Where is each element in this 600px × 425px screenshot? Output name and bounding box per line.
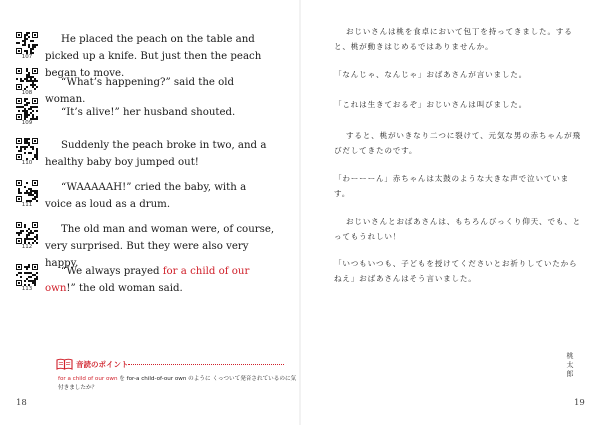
page-gutter: [299, 0, 301, 425]
page-number-right: 19: [574, 398, 585, 408]
english-paragraph: The old man and woman were, of course, very surprised. But they were also very happy.: [45, 224, 275, 269]
track-number: 112: [21, 244, 33, 250]
tip-title: 音読のポイント: [76, 360, 129, 369]
english-paragraph: [45, 263, 275, 297]
japanese-paragraph: 「わーーーん」赤ちゃんは太鼓のような大きな声で泣いています。: [334, 174, 570, 198]
track-number: 110: [21, 160, 33, 166]
qr-code-icon[interactable]: [16, 222, 38, 244]
vertical-book-title: [564, 352, 576, 379]
tip-text: を for-a child-of-our own のように くっついて発音されているのに気付きましたか？: [58, 376, 297, 391]
english-paragraph: He placed the peach on the table and picked up a knife. But just then the peach began to move.: [45, 34, 262, 79]
japanese-paragraph: すると、桃がいきなり二つに裂けて、元気な男の赤ちゃんが飛びだしてきたのです。: [334, 131, 581, 155]
japanese-paragraph: 「これは生きておるぞ」おじいさんは叫びました。: [334, 100, 528, 109]
english-paragraph: “WAAAAAH!” cried the baby, with a voice as loud as a drum.: [45, 182, 247, 210]
open-book-icon: [56, 358, 73, 370]
track-number: 113: [21, 286, 33, 292]
right-page: [300, 0, 600, 425]
vertical-title-char: 桃: [566, 352, 574, 360]
qr-code-icon[interactable]: [16, 98, 38, 120]
text-after: !” the old woman said.: [66, 283, 183, 294]
tip-highlight: for a child of our own: [58, 376, 118, 382]
japanese-paragraph: おじいさんは桃を食卓において包丁を持ってきました。すると、桃が動きはじめるではありませんか。: [334, 27, 573, 51]
english-paragraph: “It’s alive!” her husband shouted.: [61, 107, 236, 118]
tip-divider: [128, 364, 284, 365]
qr-code-icon[interactable]: [16, 180, 38, 202]
qr-code-icon[interactable]: [16, 68, 38, 90]
qr-code-icon[interactable]: [16, 264, 38, 286]
japanese-paragraph: 「なんじゃ、なんじゃ」おばあさんが言いました。: [334, 70, 528, 79]
highlighted-phrase: for a child of our own: [45, 266, 250, 294]
japanese-paragraph: おじいさんとおばあさんは、もちろんびっくり仰天、でも、とってもうれしい！: [334, 217, 582, 241]
page-number-left: 18: [16, 398, 27, 408]
track-number: 107: [21, 54, 33, 60]
track-number: 109: [21, 120, 33, 126]
text-before: “We always prayed: [61, 266, 163, 277]
qr-code-icon[interactable]: [16, 138, 38, 160]
track-number: 111: [21, 202, 33, 208]
vertical-title-text: [564, 352, 576, 379]
track-number: 108: [21, 90, 33, 96]
qr-code-icon[interactable]: [16, 32, 38, 54]
japanese-paragraph: 「いつもいつも、子どもを授けてくださいとお祈りしていたからねえ」おばあさんはそう言いました。: [334, 259, 578, 283]
english-paragraph: Suddenly the peach broke in two, and a healthy baby boy jumped out!: [45, 140, 267, 168]
vertical-title-char: 太: [566, 361, 574, 369]
tip-body: [58, 375, 298, 393]
english-paragraph: “What’s happening?” said the old woman.: [45, 77, 235, 105]
vertical-title-char: 郎: [566, 370, 574, 378]
